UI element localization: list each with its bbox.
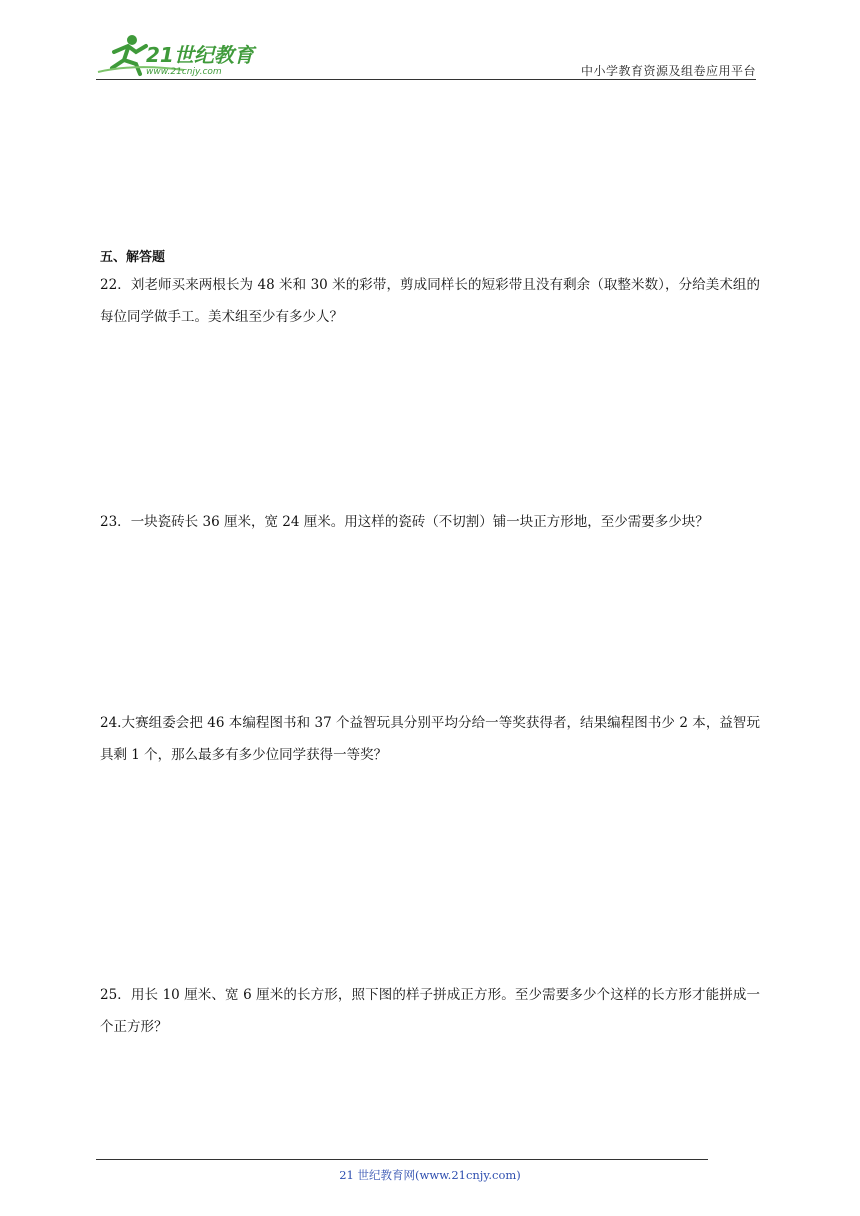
platform-name: 中小学教育资源及组卷应用平台 [580,64,756,78]
section-title: 五、解答题 [100,250,166,265]
logo-21cnjy [94,30,274,80]
question-number: 24. [100,715,122,731]
question-23 [100,506,760,538]
header-divider [96,79,756,80]
logo-url: www.21cnjy.com [146,67,222,77]
question-22 [100,269,760,333]
footer-source: 21 世纪教育网(www.21cnjy.com) [339,1168,521,1182]
question-text: 大赛组委会把 46 本编程图书和 37 个益智玩具分别平均分给一等奖获得者，结果编程图书少 2 本，益智玩具剩 1 个，那么最多有多少位同学获得一等奖？ [100,715,760,763]
question-number: 25． [100,987,131,1003]
question-text: 用长 10 厘米、宽 6 厘米的长方形，照下图的样子拼成正方形。至少需要多少个这样的长方形才能拼成一个正方形？ [100,987,760,1035]
question-text: 刘老师买来两根长为 48 米和 30 米的彩带，剪成同样长的短彩带且没有剩余（取整米数），分给美术组的每位同学做手工。美术组至少有多少人？ [100,277,760,325]
question-number: 22． [100,277,131,293]
question-number: 23． [100,514,131,530]
footer-divider [96,1159,708,1160]
logo-title: 21世纪教育 [146,43,254,67]
page-header [0,0,860,90]
question-25 [100,979,760,1043]
question-text: 一块瓷砖长 36 厘米，宽 24 厘米。用这样的瓷砖（不切割）铺一块正方形地，至少需要多少块？ [130,514,709,530]
question-24 [100,707,760,771]
